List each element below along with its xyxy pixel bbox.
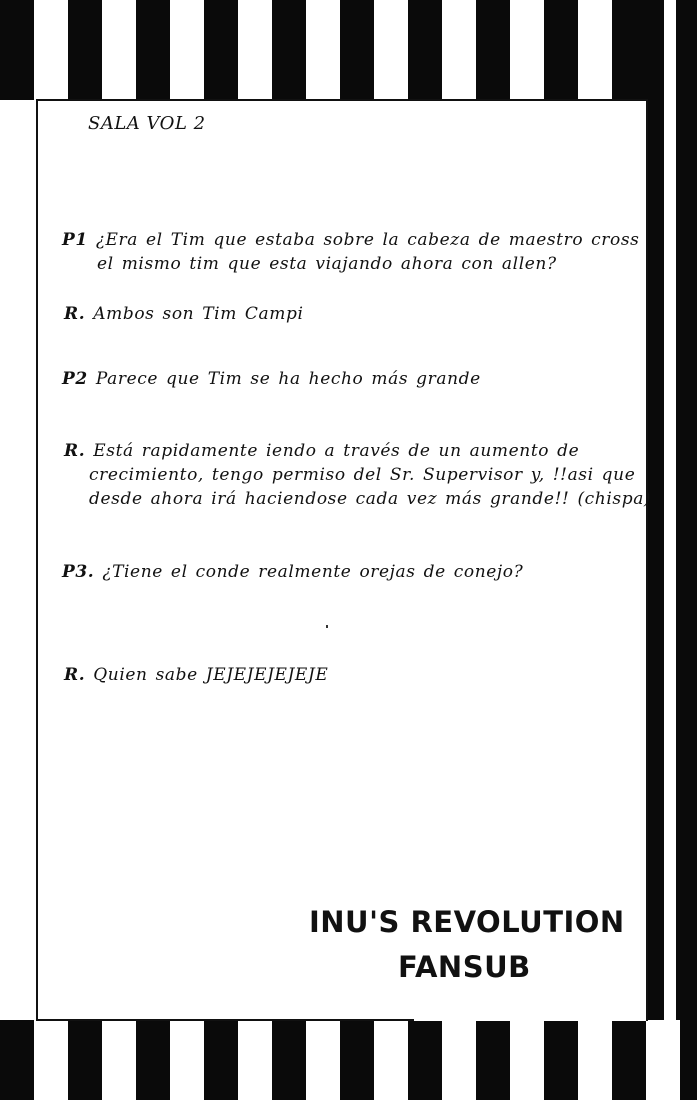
answer-text: desde ahora irá haciendose cada vez más grande!! (chispa) [89,489,652,509]
question-text: ¿Era el Tim que estaba sobre la cabeza de maestro cross [95,230,640,250]
answer-tag: R. [64,304,86,324]
stray-mark [326,625,328,628]
question-tag: P1 [62,230,88,250]
answer-tag: R. [64,665,86,685]
qa-line [62,562,523,582]
qa-line [62,369,481,389]
qa-line [62,230,640,250]
answer-text: Ambos son Tim Campi [93,304,304,324]
answer-text: crecimiento, tengo permiso del Sr. Supervisor y, !!asi que [89,465,636,485]
question-tag: P2 [62,369,88,389]
credit-line-2: FANSUB [398,950,531,984]
bottom-stripe-border [0,1020,697,1100]
answer-text: Está rapidamente iendo a través de un aumento de [93,441,580,461]
question-tag: P3. [62,562,95,582]
answer-text: Quien sabe JEJEJEJEJEJE [93,665,329,685]
top-stripe-border [0,0,697,100]
right-border-inner-stripe [664,0,676,1100]
question-text: el mismo tim que esta viajando ahora con allen? [97,254,557,274]
qa-line [64,441,579,461]
credit-line-1: INU'S REVOLUTION [309,905,625,939]
qa-line [64,665,328,685]
qa-line [64,304,304,324]
question-text: Parece que Tim se ha hecho más grande [95,369,481,389]
panel-bottom-line [36,1019,414,1021]
page-header: SALA VOL 2 [88,113,206,134]
answer-tag: R. [64,441,86,461]
question-text: ¿Tiene el conde realmente orejas de conejo? [102,562,524,582]
